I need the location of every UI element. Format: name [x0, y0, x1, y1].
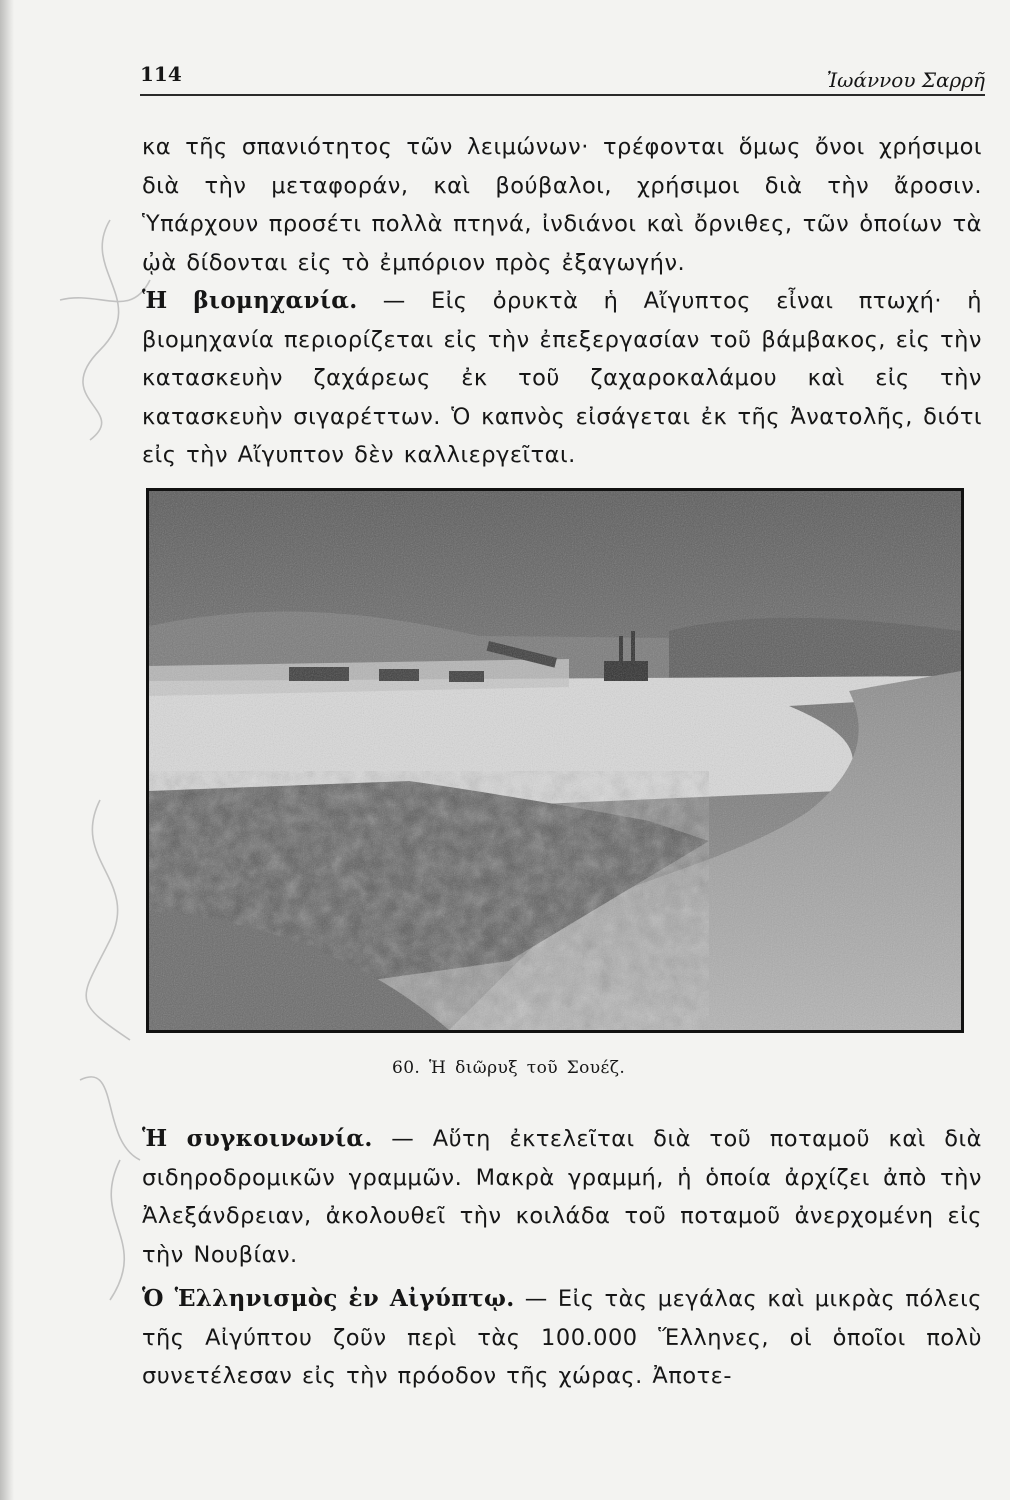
- suez-canal-photo: [146, 488, 964, 1033]
- section-heading-communication: Ἡ συγκοινωνία.: [142, 1125, 373, 1152]
- page-header: [140, 62, 985, 96]
- paragraph-hellenism: [142, 1280, 982, 1396]
- paragraph-communication: [142, 1120, 982, 1274]
- paragraph-text: — Εἰς τὰς μεγάλας καὶ μικρὰς πόλεις τῆς Αἰγύπτου ζοῦν περὶ τὰς 100.000 Ἕλληνες, οἱ ὁποῖοι πολὺ συνετέλεσαν εἰς τὴν πρόοδον τῆς χώρας. Ἀποτε-: [142, 1286, 983, 1389]
- figure-caption: 60. Ἡ διῶρυξ τοῦ Σουέζ.: [392, 1058, 626, 1078]
- section-heading-industry: Ἡ βιομηχανία.: [142, 287, 358, 314]
- paragraph-text: — Αὕτη ἐκτελεῖται διὰ τοῦ ποταμοῦ καὶ διὰ σιδηροδρομικῶν γραμμῶν. Μακρὰ γραμμή, ἡ ὁποία ἀρχίζει ἀπὸ τὴν Ἀλεξάνδρειαν, ἀκολουθεῖ τὴν κοιλάδα τοῦ ποταμοῦ ἀνερχομένη εἰς τὴν Νουβίαν.: [142, 1126, 982, 1268]
- binding-shadow: [0, 0, 14, 1500]
- header-rule: [140, 94, 985, 96]
- paragraph-text: — Εἰς ὀρυκτὰ ἡ Αἴγυπτος εἶναι πτωχή· ἡ βιομηχανία περιορίζεται εἰς τὴν ἐπεξεργασίαν τοῦ βάμβακος, εἰς τὴν κατασκευὴν ζαχάρεως ἐκ τοῦ ζαχαροκαλάμου καὶ εἰς τὴν κατασκευὴν σιγαρέττων. Ὁ καπνὸς εἰσάγεται ἐκ τῆς Ἀνατολῆς, διότι εἰς τὴν Αἴγυπτον δὲν καλλιεργεῖται.: [142, 288, 983, 468]
- section-heading-hellenism: Ὁ Ἑλληνισμὸς ἐν Αἰγύπτῳ.: [142, 1285, 515, 1312]
- paragraph-text: κα τῆς σπανιότητος τῶν λειμώνων· τρέφονται ὅμως ὄνοι χρήσιμοι διὰ τὴν μεταφοράν, καὶ βούβαλοι, χρήσιμοι διὰ τὴν ἄροσιν. Ὑπάρχουν προσέτι πολλὰ πτηνά, ἰνδιάνοι καὶ ὄρνιθες, τῶν ὁποίων τὰ ᾠὰ δίδονται εἰς τὸ ἐμπόριον πρὸς ἐξαγωγήν.: [142, 134, 982, 276]
- page-number: 114: [140, 62, 182, 86]
- canal-illustration: [149, 491, 961, 1030]
- running-head: Ἰωάννου Σαρρῆ: [826, 68, 985, 92]
- paragraph-animals: [142, 128, 982, 282]
- paragraph-industry: [142, 282, 982, 475]
